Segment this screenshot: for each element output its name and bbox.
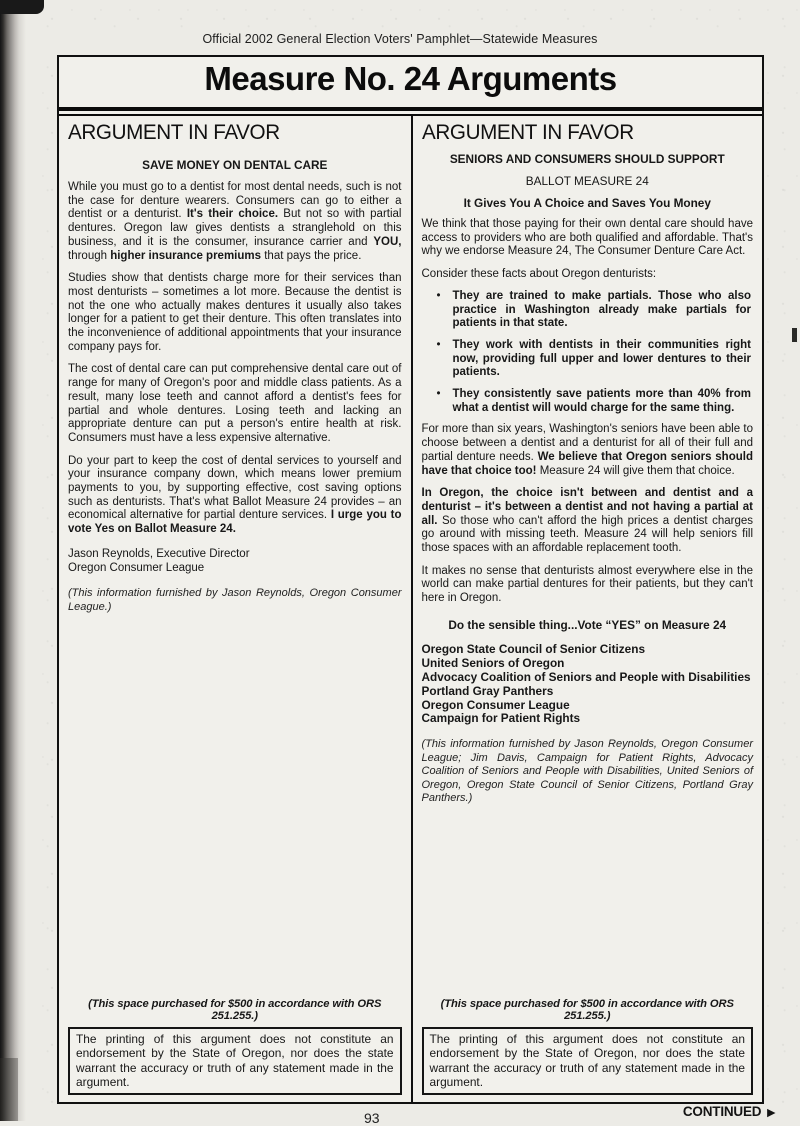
scan-artifact xyxy=(0,0,44,14)
right-purchase-note: (This space purchased for $500 in accordance with ORS 251.255.) xyxy=(440,998,734,1023)
paragraph: While you must go to a dentist for most dental needs, such is not the case for denture wearers. Consumers can go to either a dentist or a denturist. It's their choice. But not so with partial dentures. Oregon law gives dentists a stranglehold on this business, and it is the consumer, insurance carrier and YOU, through higher insurance premiums that pays the price. xyxy=(68,181,402,262)
left-argument-heading: SAVE MONEY ON DENTAL CARE xyxy=(142,158,328,172)
bullet-item: • They are trained to make partials. Those who also practice in Washington already make partials for patients in that state. xyxy=(422,290,754,331)
running-header: Official 2002 General Election Voters' Pamphlet—Statewide Measures xyxy=(202,32,598,46)
heading-line: BALLOT MEASURE 24 xyxy=(525,174,649,188)
right-heading-lines xyxy=(422,152,754,218)
measure-arguments-box xyxy=(57,55,764,1104)
left-signature-block xyxy=(68,548,402,575)
heading-line: SENIORS AND CONSUMERS SHOULD SUPPORT xyxy=(449,152,725,166)
endorser-line: United Seniors of Oregon xyxy=(421,655,565,670)
arguments-columns xyxy=(59,116,762,1102)
paragraph: In Oregon, the choice isn't between and dentist and a denturist – it's between a dentist and not having a partial at all. So those who can't afford the high prices a dentist charges go around with missing teeth. Measure 24 will help seniors fill those spaces with an affordable replacement tooth. xyxy=(421,487,753,555)
paragraph: The cost of dental care can put comprehensive dental care out of range for many of Oregon's poor and middle class patients. As a result, many lose teeth and cannot afford a dentist's fees for partial and whole dentures. Losing teeth and lacking an appropriate denture can put a person's entire health at risk. Consumers must have a less expensive alternative. xyxy=(68,363,402,444)
endorser-line: Advocacy Coalition of Seniors and People with Disabilities xyxy=(421,669,751,684)
binding-edge-artifact xyxy=(0,0,26,1121)
argument-in-favor-left xyxy=(59,116,411,1102)
right-furnished-note: (This information furnished by Jason Reynolds, Oregon Consumer League; Jim Davis, Campaign for Patient Rights, Advocacy Coalition of Seniors and People with Disabilities, United Seniors of Oregon, Oregon State Council of Senior Citizens, Portland Gray Panthers.) xyxy=(421,738,753,804)
right-intro-paragraph: We think that those paying for their own dental care should have access to providers who are both qualified and affordable. That's why we endorse Measure 24, The Consumer Denture Care Act. xyxy=(421,218,753,258)
signature-line: Jason Reynolds, Executive Director xyxy=(68,547,250,560)
vote-yes-callout: Do the sensible thing...Vote “YES” on Measure 24 xyxy=(448,617,727,632)
page-number: 93 xyxy=(364,1110,380,1126)
left-paragraph-list xyxy=(68,181,402,546)
endorser-line: Oregon Consumer League xyxy=(421,697,570,712)
argument-type-label-left: ARGUMENT IN FAVOR xyxy=(68,120,280,144)
right-paragraph-list xyxy=(422,423,754,614)
paragraph: Studies show that dentists charge more for their services than most denturists – sometimes a lot more. Because the dentist is not the one who actually makes dentures it usually also takes longer for a patient to get their denture. This often translates into the inconvenience of additional appointments that your insurance company pays for. xyxy=(68,272,402,353)
right-printing-disclaimer: The printing of this argument does not constitute an endorsement by the State of Oregon, nor does the state warrant the accuracy or truth of any statement made in the argument. xyxy=(422,1027,754,1095)
left-furnished-note: (This information furnished by Jason Reynolds, Oregon Consumer League.) xyxy=(68,587,402,613)
continued-label xyxy=(683,1104,778,1119)
paragraph: Do your part to keep the cost of dental services to yourself and your insurance company down, which means lower premium payments to you, by supporting effective, cost saving options such as denturists. That's what Ballot Measure 24 provides – an economical alternative for partial denture services. I urge you to vote Yes on Ballot Measure 24. xyxy=(68,454,402,536)
argument-type-label-right: ARGUMENT IN FAVOR xyxy=(421,120,634,144)
scan-artifact xyxy=(792,328,797,342)
signature-line: Oregon Consumer League xyxy=(68,561,205,574)
continued-text: CONTINUED xyxy=(682,1104,762,1119)
continued-arrow-icon: ► xyxy=(764,1103,778,1120)
endorser-line: Portland Gray Panthers xyxy=(421,683,554,698)
bullet-item: • They consistently save patients more than 40% from what a dentist will would charge for the same thing. xyxy=(422,388,754,415)
scan-artifact xyxy=(0,1058,18,1121)
paragraph: For more than six years, Washington's seniors have been able to choose between a dentist and a denturist for all of their full and partial denture needs. We believe that Oregon seniors should have that choice too! Measure 24 will give them that choice. xyxy=(421,423,753,477)
title-divider xyxy=(59,107,762,116)
paragraph: It makes no sense that denturists almost everywhere else in the world can make partial dentures for their patients, but they can't here in Oregon. xyxy=(421,564,753,605)
argument-in-favor-right xyxy=(411,116,763,1102)
page-title: Measure No. 24 Arguments xyxy=(204,60,617,97)
right-bottom-block xyxy=(422,998,754,1095)
endorser-list xyxy=(422,643,754,726)
left-printing-disclaimer: The printing of this argument does not constitute an endorsement by the State of Oregon, nor does the state warrant the accuracy or truth of any statement made in the argument. xyxy=(68,1027,402,1095)
facts-bullet-list xyxy=(422,290,754,424)
left-bottom-block xyxy=(68,998,402,1095)
left-purchase-note: (This space purchased for $500 in accordance with ORS 251.255.) xyxy=(88,998,382,1023)
endorser-line: Oregon State Council of Senior Citizens xyxy=(421,641,646,656)
bullet-item: • They work with dentists in their communities right now, providing full upper and lower dentures to their patients. xyxy=(422,339,754,380)
facts-lead-line: Consider these facts about Oregon denturists: xyxy=(421,268,657,281)
endorser-line: Campaign for Patient Rights xyxy=(421,711,581,726)
heading-line: It Gives You A Choice and Saves You Money xyxy=(463,196,711,210)
